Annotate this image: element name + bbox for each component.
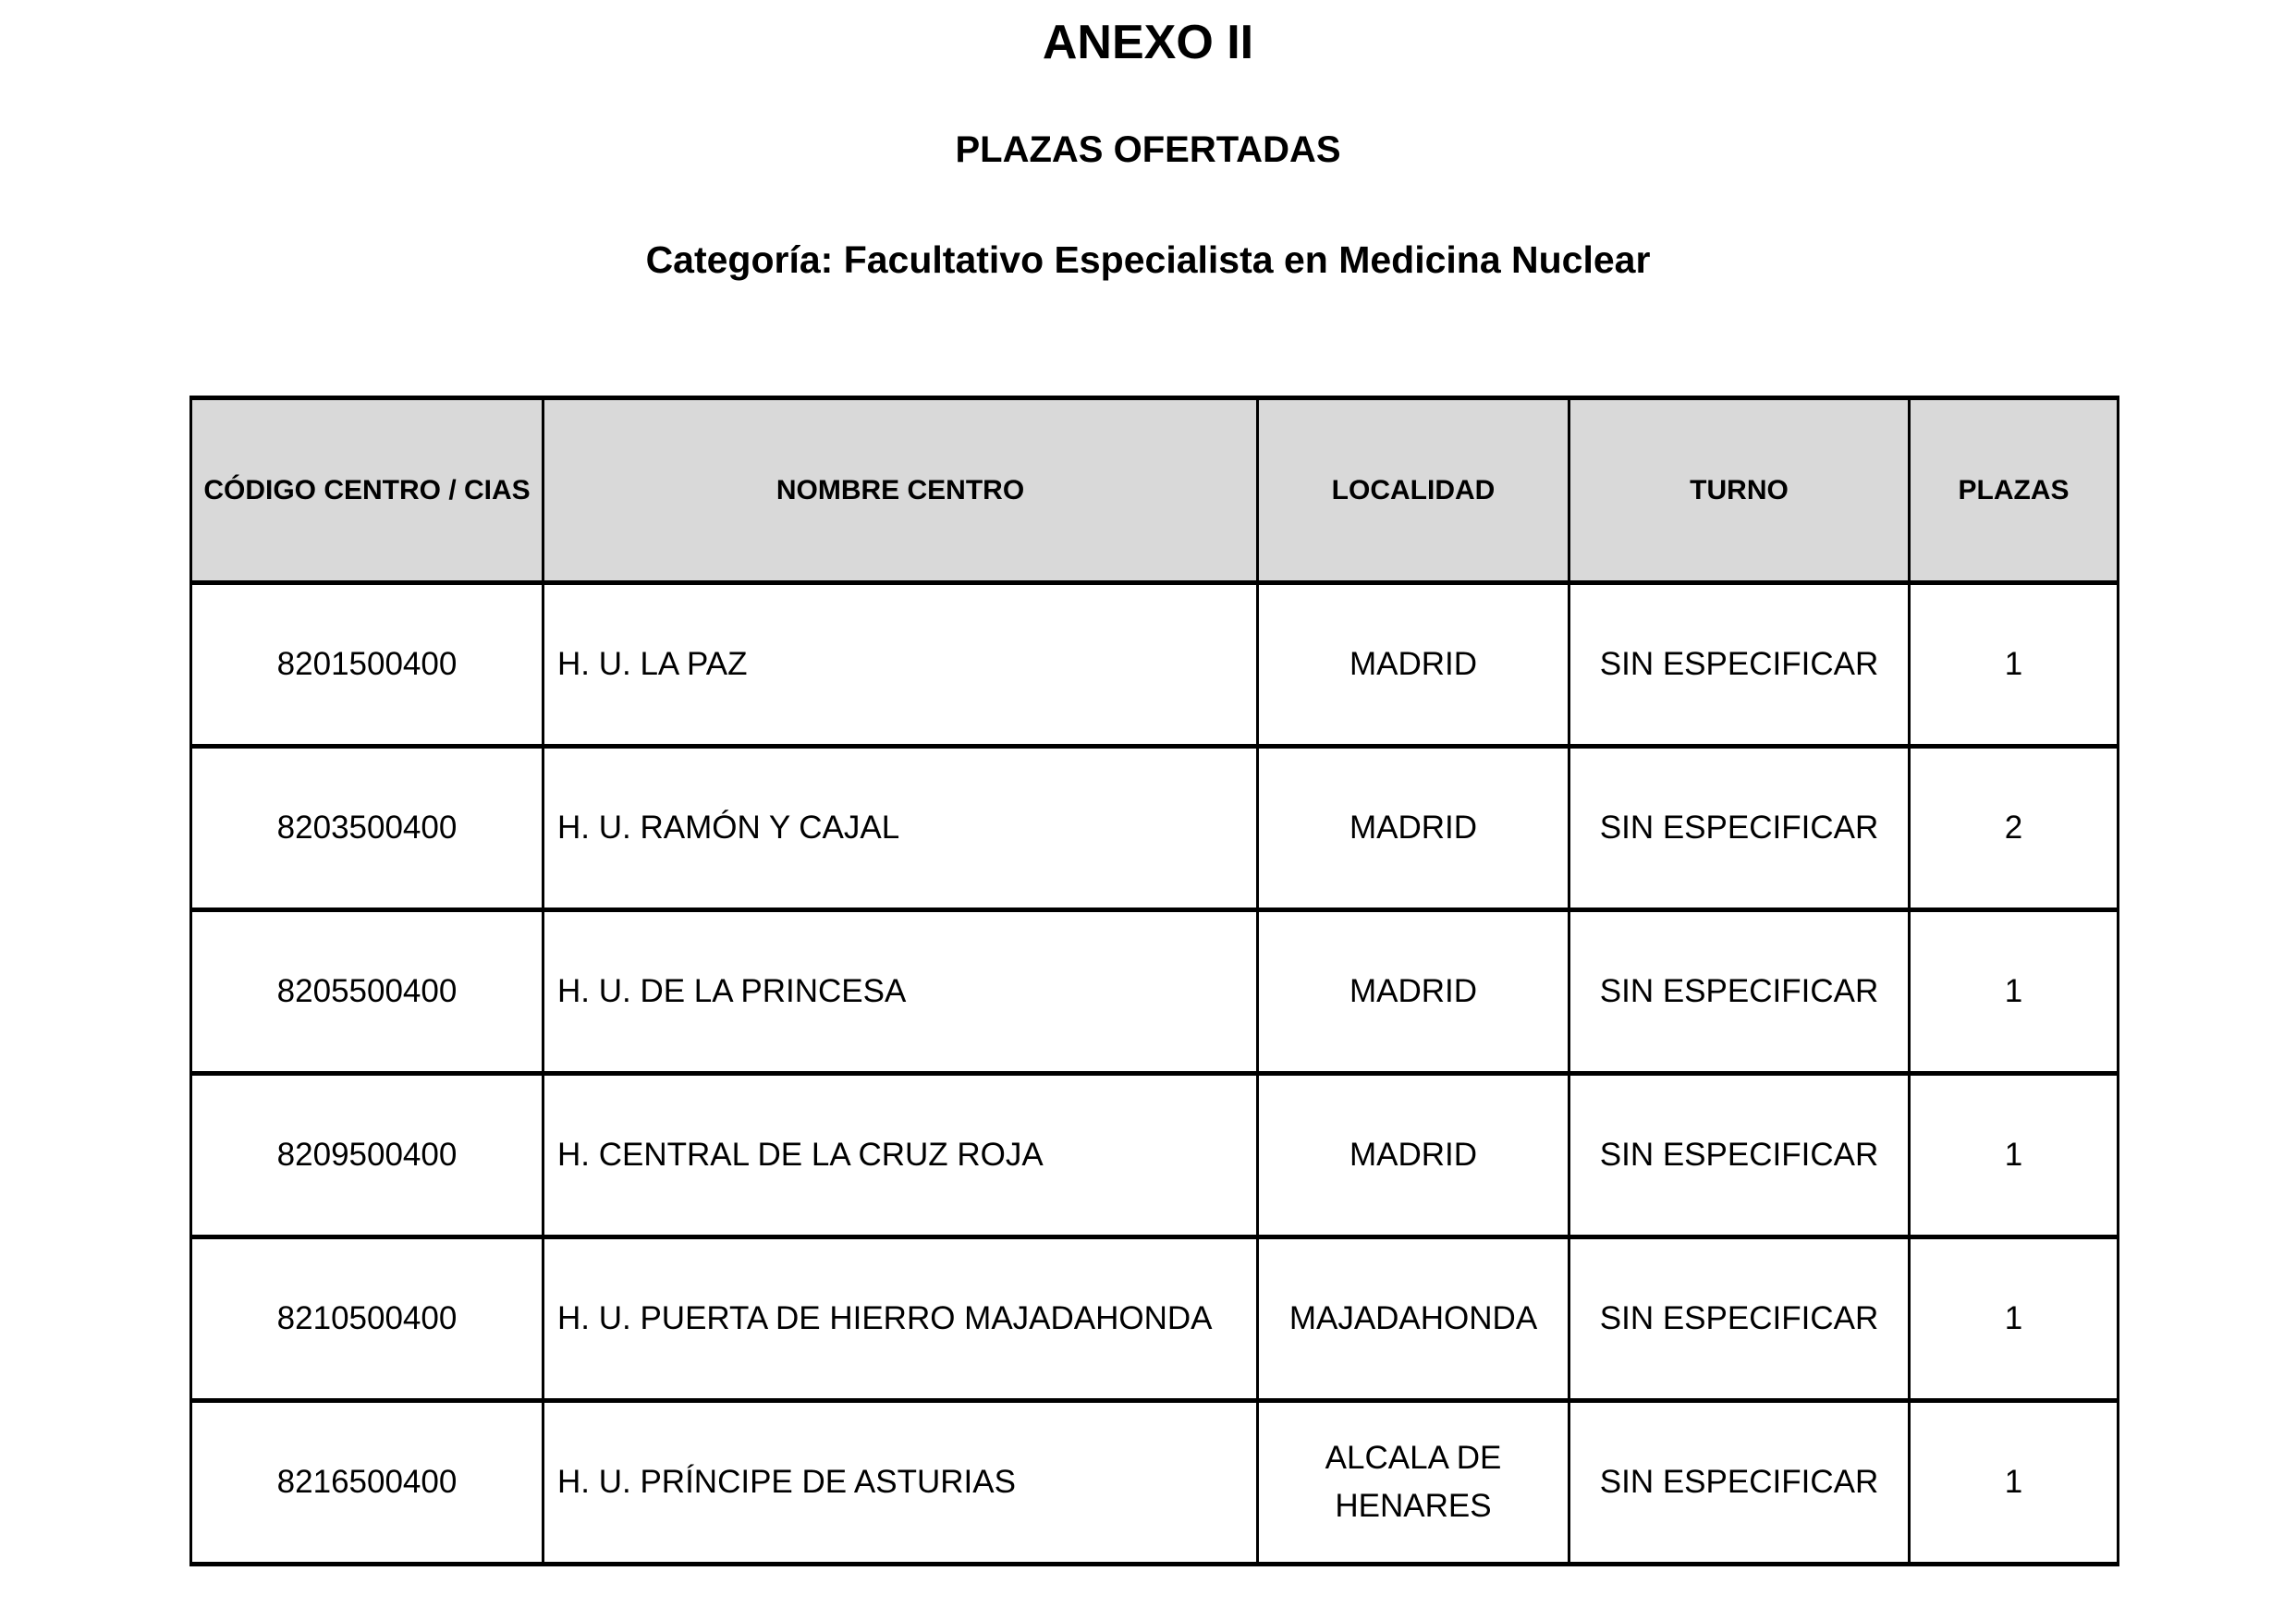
cell-codigo: 8201500400	[191, 583, 543, 747]
cell-nombre: H. CENTRAL DE LA CRUZ ROJA	[543, 1074, 1258, 1237]
cell-localidad: MADRID	[1258, 747, 1569, 910]
cell-codigo: 8216500400	[191, 1401, 543, 1565]
cell-nombre: H. U. RAMÓN Y CAJAL	[543, 747, 1258, 910]
cell-plazas: 1	[1910, 1237, 2119, 1401]
cell-plazas: 1	[1910, 1401, 2119, 1565]
page-title: ANEXO II	[1042, 16, 1254, 69]
table-row	[191, 910, 2119, 1074]
column-header-codigo-centro-cias: CÓDIGO CENTRO / CIAS	[191, 398, 543, 583]
cell-turno: SIN ESPECIFICAR	[1569, 583, 1910, 747]
cell-turno: SIN ESPECIFICAR	[1569, 747, 1910, 910]
cell-localidad: MADRID	[1258, 910, 1569, 1074]
table-row	[191, 1401, 2119, 1565]
cell-turno: SIN ESPECIFICAR	[1569, 1401, 1910, 1565]
cell-plazas: 1	[1910, 910, 2119, 1074]
table-row	[191, 1237, 2119, 1401]
cell-turno: SIN ESPECIFICAR	[1569, 1074, 1910, 1237]
table-row	[191, 583, 2119, 747]
cell-codigo: 8205500400	[191, 910, 543, 1074]
column-header-plazas: PLAZAS	[1910, 398, 2119, 583]
cell-nombre: H. U. DE LA PRINCESA	[543, 910, 1258, 1074]
cell-nombre: H. U. LA PAZ	[543, 583, 1258, 747]
cell-localidad: MAJADAHONDA	[1258, 1237, 1569, 1401]
cell-codigo: 8209500400	[191, 1074, 543, 1237]
cell-plazas: 1	[1910, 1074, 2119, 1237]
table-row	[191, 1074, 2119, 1237]
cell-localidad: MADRID	[1258, 1074, 1569, 1237]
cell-nombre: H. U. PUERTA DE HIERRO MAJADAHONDA	[543, 1237, 1258, 1401]
cell-codigo: 8210500400	[191, 1237, 543, 1401]
category-heading: Categoría: Facultativo Especialista en Medicina Nuclear	[645, 238, 1651, 281]
cell-plazas: 2	[1910, 747, 2119, 910]
cell-plazas: 1	[1910, 583, 2119, 747]
cell-localidad: ALCALA DE HENARES	[1258, 1401, 1569, 1565]
cell-codigo: 8203500400	[191, 747, 543, 910]
cell-turno: SIN ESPECIFICAR	[1569, 910, 1910, 1074]
cell-nombre: H. U. PRÍNCIPE DE ASTURIAS	[543, 1401, 1258, 1565]
column-header-nombre-centro: NOMBRE CENTRO	[543, 398, 1258, 583]
column-header-turno: TURNO	[1569, 398, 1910, 583]
column-header-localidad: LOCALIDAD	[1258, 398, 1569, 583]
cell-turno: SIN ESPECIFICAR	[1569, 1237, 1910, 1401]
plazas-table	[189, 396, 2119, 1566]
cell-localidad: MADRID	[1258, 583, 1569, 747]
table-header-row	[191, 398, 2119, 583]
table-row	[191, 747, 2119, 910]
page-subtitle: PLAZAS OFERTADAS	[955, 129, 1341, 170]
